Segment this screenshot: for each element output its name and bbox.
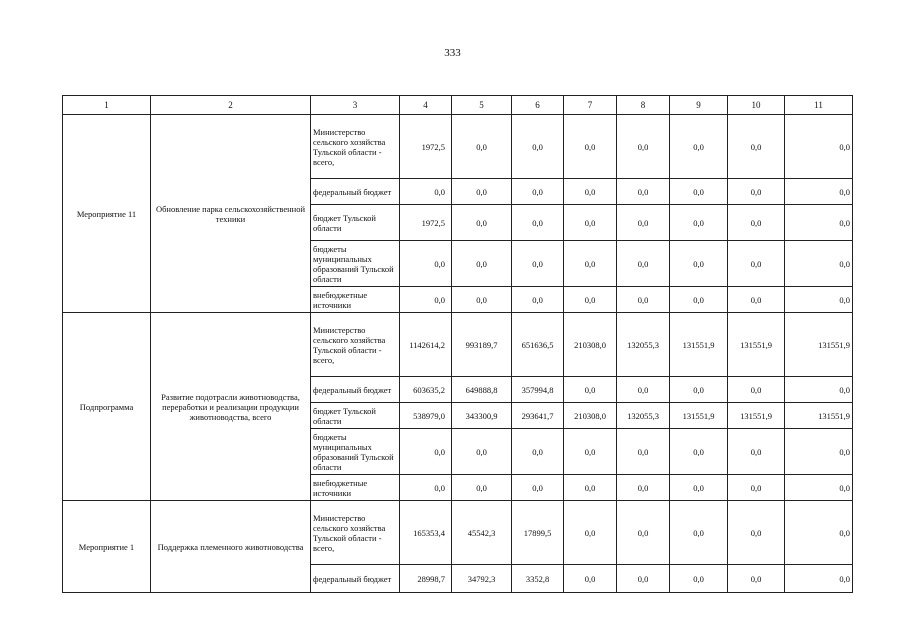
- activity-description: Поддержка племенного животноводства: [151, 501, 311, 593]
- value-cell-col-11: 0,0: [785, 205, 853, 241]
- funding-source: бюджет Тульской области: [311, 205, 400, 241]
- value-cell-col-9: 0,0: [670, 287, 728, 313]
- header-cell-5: 5: [452, 96, 512, 115]
- value-cell-col-8: 0,0: [617, 501, 670, 565]
- value-cell-col-6: 0,0: [512, 205, 564, 241]
- value-cell-col-9: 0,0: [670, 475, 728, 501]
- value-cell-col-4: 0,0: [400, 475, 452, 501]
- activity-description: Развитие подотрасли животноводства, переработки и реализации продукции животноводства, всего: [151, 313, 311, 501]
- value-cell-col-11: 131551,9: [785, 403, 853, 429]
- value-cell-col-5: 0,0: [452, 241, 512, 287]
- budget-table: [62, 95, 853, 593]
- value-cell-col-8: 0,0: [617, 115, 670, 179]
- header-cell-11: 11: [785, 96, 853, 115]
- value-cell-col-10: 0,0: [728, 475, 785, 501]
- funding-source: внебюджетные источники: [311, 475, 400, 501]
- value-cell-col-6: 17899,5: [512, 501, 564, 565]
- header-cell-9: 9: [670, 96, 728, 115]
- value-cell-col-11: 131551,9: [785, 313, 853, 377]
- value-cell-col-10: 0,0: [728, 377, 785, 403]
- value-cell-col-4: 603635,2: [400, 377, 452, 403]
- value-cell-col-5: 0,0: [452, 287, 512, 313]
- value-cell-col-5: 343300,9: [452, 403, 512, 429]
- value-cell-col-8: 0,0: [617, 475, 670, 501]
- value-cell-col-7: 0,0: [564, 205, 617, 241]
- value-cell-col-7: 0,0: [564, 377, 617, 403]
- header-cell-4: 4: [400, 96, 452, 115]
- value-cell-col-8: 0,0: [617, 241, 670, 287]
- value-cell-col-6: 0,0: [512, 179, 564, 205]
- value-cell-col-9: 0,0: [670, 377, 728, 403]
- value-cell-col-7: 210308,0: [564, 313, 617, 377]
- value-cell-col-6: 3352,8: [512, 565, 564, 593]
- funding-source: Министерство сельского хозяйства Тульской области - всего,: [311, 313, 400, 377]
- funding-source: Министерство сельского хозяйства Тульской области - всего,: [311, 501, 400, 565]
- activity-name: Мероприятие 11: [63, 115, 151, 313]
- value-cell-col-8: 0,0: [617, 205, 670, 241]
- value-cell-col-10: 0,0: [728, 565, 785, 593]
- value-cell-col-4: 1142614,2: [400, 313, 452, 377]
- value-cell-col-5: 0,0: [452, 205, 512, 241]
- value-cell-col-7: 0,0: [564, 241, 617, 287]
- value-cell-col-6: 0,0: [512, 115, 564, 179]
- activity-description: Обновление парка сельскохозяйственной техники: [151, 115, 311, 313]
- value-cell-col-11: 0,0: [785, 429, 853, 475]
- page-number: 333: [444, 47, 461, 59]
- value-cell-col-10: 0,0: [728, 287, 785, 313]
- funding-source: бюджеты муниципальных образований Тульской области: [311, 429, 400, 475]
- value-cell-col-6: 0,0: [512, 429, 564, 475]
- value-cell-col-6: 357994,8: [512, 377, 564, 403]
- value-cell-col-11: 0,0: [785, 115, 853, 179]
- value-cell-col-5: 649888,8: [452, 377, 512, 403]
- value-cell-col-8: 0,0: [617, 179, 670, 205]
- activity-name: Подпрограмма: [63, 313, 151, 501]
- value-cell-col-10: 0,0: [728, 501, 785, 565]
- value-cell-col-8: 0,0: [617, 287, 670, 313]
- value-cell-col-11: 0,0: [785, 241, 853, 287]
- value-cell-col-5: 0,0: [452, 115, 512, 179]
- funding-source: бюджеты муниципальных образований Тульской области: [311, 241, 400, 287]
- value-cell-col-8: 132055,3: [617, 313, 670, 377]
- value-cell-col-9: 0,0: [670, 501, 728, 565]
- value-cell-col-9: 0,0: [670, 565, 728, 593]
- value-cell-col-6: 651636,5: [512, 313, 564, 377]
- table-row: [63, 313, 853, 377]
- value-cell-col-8: 0,0: [617, 565, 670, 593]
- value-cell-col-4: 538979,0: [400, 403, 452, 429]
- value-cell-col-6: 293641,7: [512, 403, 564, 429]
- value-cell-col-4: 1972,5: [400, 115, 452, 179]
- table-row: [63, 501, 853, 565]
- value-cell-col-6: 0,0: [512, 241, 564, 287]
- header-cell-2: 2: [151, 96, 311, 115]
- value-cell-col-10: 131551,9: [728, 313, 785, 377]
- value-cell-col-9: 131551,9: [670, 403, 728, 429]
- value-cell-col-4: 0,0: [400, 429, 452, 475]
- value-cell-col-6: 0,0: [512, 287, 564, 313]
- value-cell-col-9: 0,0: [670, 241, 728, 287]
- value-cell-col-4: 0,0: [400, 287, 452, 313]
- header-cell-10: 10: [728, 96, 785, 115]
- funding-source: внебюджетные источники: [311, 287, 400, 313]
- value-cell-col-11: 0,0: [785, 475, 853, 501]
- value-cell-col-5: 0,0: [452, 475, 512, 501]
- value-cell-col-8: 132055,3: [617, 403, 670, 429]
- value-cell-col-4: 0,0: [400, 241, 452, 287]
- value-cell-col-9: 0,0: [670, 115, 728, 179]
- value-cell-col-10: 131551,9: [728, 403, 785, 429]
- header-cell-1: 1: [63, 96, 151, 115]
- header-cell-6: 6: [512, 96, 564, 115]
- value-cell-col-4: 0,0: [400, 179, 452, 205]
- value-cell-col-11: 0,0: [785, 179, 853, 205]
- value-cell-col-4: 28998,7: [400, 565, 452, 593]
- value-cell-col-4: 165353,4: [400, 501, 452, 565]
- value-cell-col-11: 0,0: [785, 501, 853, 565]
- value-cell-col-6: 0,0: [512, 475, 564, 501]
- funding-source: Министерство сельского хозяйства Тульской области - всего,: [311, 115, 400, 179]
- value-cell-col-4: 1972,5: [400, 205, 452, 241]
- value-cell-col-5: 0,0: [452, 179, 512, 205]
- header-cell-7: 7: [564, 96, 617, 115]
- table-row: [63, 115, 853, 179]
- value-cell-col-5: 34792,3: [452, 565, 512, 593]
- value-cell-col-5: 0,0: [452, 429, 512, 475]
- value-cell-col-10: 0,0: [728, 115, 785, 179]
- value-cell-col-10: 0,0: [728, 429, 785, 475]
- value-cell-col-8: 0,0: [617, 429, 670, 475]
- value-cell-col-9: 0,0: [670, 429, 728, 475]
- funding-source: федеральный бюджет: [311, 179, 400, 205]
- value-cell-col-7: 0,0: [564, 565, 617, 593]
- value-cell-col-7: 0,0: [564, 115, 617, 179]
- value-cell-col-10: 0,0: [728, 241, 785, 287]
- value-cell-col-7: 0,0: [564, 179, 617, 205]
- funding-source: федеральный бюджет: [311, 565, 400, 593]
- value-cell-col-8: 0,0: [617, 377, 670, 403]
- header-row: [63, 96, 853, 115]
- value-cell-col-11: 0,0: [785, 377, 853, 403]
- value-cell-col-7: 0,0: [564, 475, 617, 501]
- funding-source: бюджет Тульской области: [311, 403, 400, 429]
- value-cell-col-10: 0,0: [728, 205, 785, 241]
- funding-source: федеральный бюджет: [311, 377, 400, 403]
- value-cell-col-7: 0,0: [564, 287, 617, 313]
- value-cell-col-5: 993189,7: [452, 313, 512, 377]
- header-cell-3: 3: [311, 96, 400, 115]
- value-cell-col-11: 0,0: [785, 565, 853, 593]
- activity-name: Мероприятие 1: [63, 501, 151, 593]
- value-cell-col-10: 0,0: [728, 179, 785, 205]
- value-cell-col-9: 131551,9: [670, 313, 728, 377]
- value-cell-col-5: 45542,3: [452, 501, 512, 565]
- value-cell-col-9: 0,0: [670, 205, 728, 241]
- value-cell-col-7: 0,0: [564, 429, 617, 475]
- value-cell-col-7: 210308,0: [564, 403, 617, 429]
- value-cell-col-9: 0,0: [670, 179, 728, 205]
- value-cell-col-7: 0,0: [564, 501, 617, 565]
- header-cell-8: 8: [617, 96, 670, 115]
- value-cell-col-11: 0,0: [785, 287, 853, 313]
